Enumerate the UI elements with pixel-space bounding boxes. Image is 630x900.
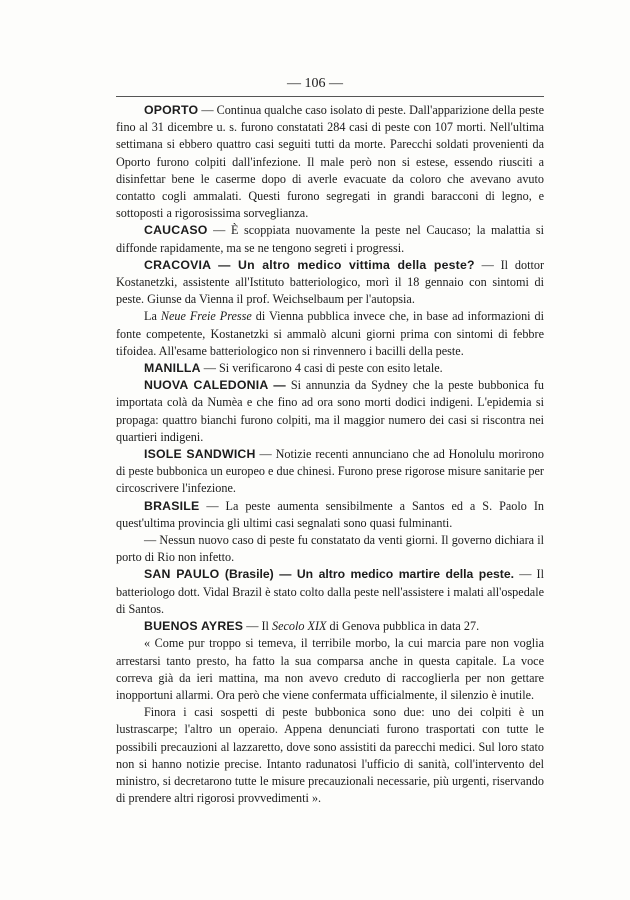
paragraph-text: di Vienna pubblica invece che, in base ad informazioni di fonte competente, Kostanetzki si ammalò alcuni giorni prima con sintomi di febbre tifoidea. All'esame batteriologico non si rinvennero i bacilli della peste. [116, 309, 544, 358]
paragraph-caucaso [116, 222, 544, 256]
paragraph-text: Si annunzia da Sydney che la peste bubbonica fu importata colà da Numèa e che fino ad ora sono morti dodici indigeni. L'epidemia si propaga: quattro bianchi furono colpiti, ma il maggior numero dei casi si riscontra nei quartieri indigeni. [116, 378, 544, 444]
paragraph-rio [116, 532, 544, 566]
section-heading: BUENOS AYRES [144, 619, 244, 634]
paragraph-buenos-ayres [116, 618, 544, 635]
paragraph-oporto [116, 102, 544, 222]
paragraph-nuova-caledonia [116, 377, 544, 446]
paragraph-text: — Il batteriologo dott. Vidal Brazil è stato colto dalla peste nell'assistere i malati all'ospedale di Santos. [116, 567, 544, 616]
paragraph-cracovia [116, 257, 544, 309]
section-heading: BRASILE [144, 498, 200, 513]
paragraph-text: — Il [243, 619, 272, 634]
section-heading: NUOVA CALEDONIA — [144, 378, 286, 393]
section-heading: ISOLE SANDWICH [144, 447, 256, 462]
paragraph-text: La [144, 309, 161, 324]
section-heading: CAUCASO [144, 223, 208, 238]
paragraph-quote-2 [116, 704, 544, 807]
paragraph-text: — È scoppiata nuovamente la peste nel Caucaso; la malattia si diffonde rapidamente, ma se ne tengono segreti i progressi. [116, 223, 544, 255]
heading-subtitle: (Brasile) — Un altro medico martire della peste. [219, 567, 515, 582]
header-rule [116, 96, 544, 97]
paragraph-text: — Continua qualche caso isolato di peste. Dall'apparizione della peste fino al 31 dicembre u. s. furono constatati 284 casi di peste con 107 morti. Nell'ultima settimana si ebbero quattro casi seguiti tutti da morte. Parecchi soldati provenienti da Oporto furono colpiti dall'infezione. Il male però non si estese, essendo riusciti a disinfettar bene le caserme dopo di averle evacuate da coloro che avevano avuto contatto cogli ammalati. Questi furono segregati in grandi baracconi di legno, e sottoposti a rigorosissima sorveglianza. [116, 103, 544, 221]
section-heading: OPORTO [144, 103, 199, 117]
paragraph-text: « Come pur troppo si temeva, il terribile morbo, la cui marcia pare non voglia arrestarsi tanto presto, ha fatto la sua comparsa anche in questa capitale. La voce correva già da ieri mattina, ma non avevo creduto di raccoglierla per non gettare inopportuni allarmi. Ora però che viene confermata ufficialmente, il silenzio è inutile. [116, 636, 544, 702]
paragraph-san-paulo [116, 566, 544, 618]
paragraph-text: — Notizie recenti annunciano che ad Honolulu morirono di peste bubbonica un europeo e due chinesi. Furono prese rigorose misure sanitarie per circoscrivere l'infezione. [116, 447, 544, 496]
italic-title: Neue Freie Presse [160, 309, 252, 324]
paragraph-text: — Si verificarono 4 casi di peste con esito letale. [200, 361, 443, 376]
paragraph-neue-freie-presse [116, 308, 544, 360]
paragraph-brasile [116, 498, 544, 532]
italic-title: Secolo XIX [272, 619, 327, 634]
paragraph-text: Finora i casi sospetti di peste bubbonica sono due: uno dei colpiti è un lustrascarpe; l'altro un operaio. Appena denunciati furono trasportati con tutte le possibili precauzioni al lazzaretto, dove sono assistiti da parecchi medici. Sul loro stato non si hanno notizie precise. Intanto radunatosi l'ufficio di sanità, coll'intervento del ministro, si decretarono tutte le misure precauzionali necessarie, più urgenti, riservando di prendere altri rigorosi provvedimenti ». [116, 705, 544, 806]
paragraph-quote-1 [116, 635, 544, 704]
section-heading: CRACOVIA — Un altro medico vittima della peste? [144, 257, 475, 272]
section-heading: MANILLA [144, 361, 201, 376]
paragraph-text: — Il dottor Kostanetzki, assistente all'Istituto batteriologico, morì il 18 gennaio con sintomi di peste. Giunse da Vienna il prof. Weichselbaum per l'autopsia. [116, 257, 544, 307]
article-body [116, 102, 544, 807]
section-heading: SAN PAULO [144, 567, 220, 582]
paragraph-isole-sandwich [116, 446, 544, 498]
paragraph-manilla [116, 360, 544, 377]
page-number: — 106 — [287, 76, 343, 91]
paragraph-text: — Nessun nuovo caso di peste fu constatato da venti giorni. Il governo dichiara il porto di Rio non infetto. [116, 533, 544, 565]
paragraph-text: — La peste aumenta sensibilmente a Santos ed a S. Paolo In quest'ultima provincia gli ultimi casi segnalati sono quasi fulminanti. [116, 498, 544, 530]
paragraph-text: di Genova pubblica in data 27. [326, 619, 480, 634]
